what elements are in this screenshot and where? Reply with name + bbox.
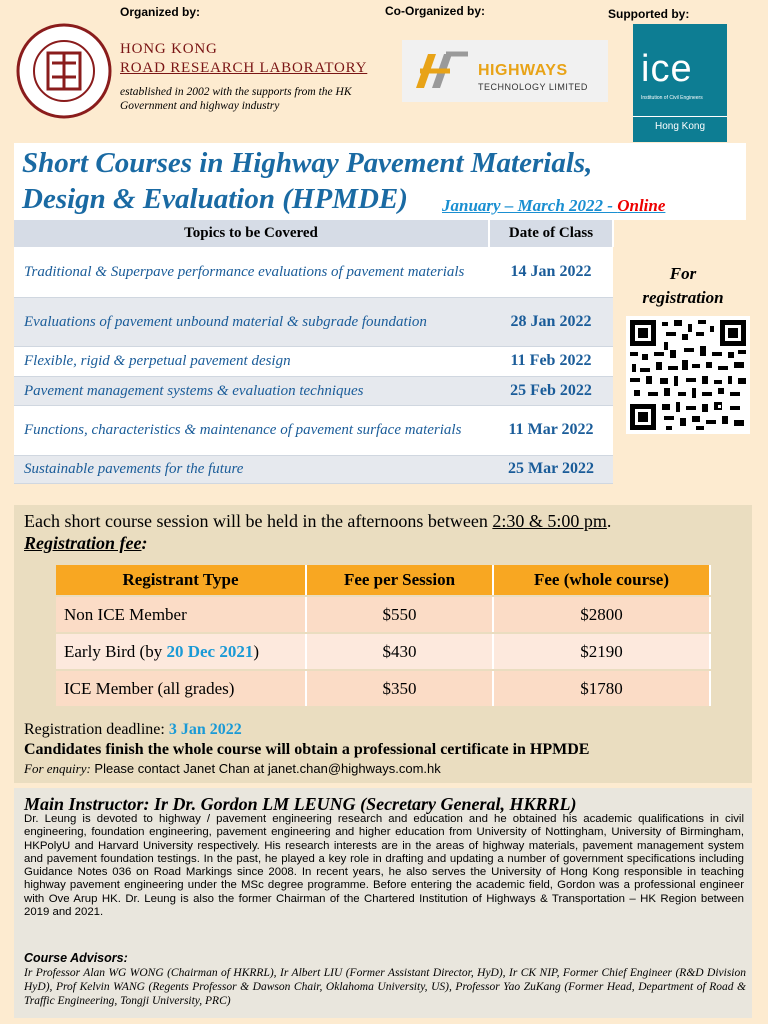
session-text: Each short course session will be held in the afternoons between 2:30 & 5:00 pm. (24, 511, 612, 531)
topic-cell: Pavement management systems & evaluation techniques (14, 376, 489, 405)
table-row (14, 405, 613, 455)
ice-divider (633, 116, 727, 117)
date-cell: 25 Mar 2022 (489, 455, 613, 483)
table-row (14, 376, 613, 405)
topic-cell: Flexible, rigid & perpetual pavement design (14, 346, 489, 376)
registration-qr-code[interactable] (626, 316, 750, 434)
table-row (56, 634, 711, 669)
organized-by-label: Organized by: (120, 5, 201, 19)
topic-cell: Sustainable pavements for the future (14, 455, 489, 483)
hkrrl-name: HONG KONG ROAD RESEARCH LABORATORY (120, 41, 368, 76)
highways-name: HIGHWAYS (478, 62, 568, 79)
fee-table (56, 563, 711, 708)
fee-session: $430 (307, 634, 494, 669)
registrant-type: ICE Member (all grades) (56, 671, 307, 706)
enquiry-contact[interactable]: Please contact Janet Chan at janet.chan@highways.com.hk (90, 761, 441, 776)
date-cell: 11 Feb 2022 (489, 346, 613, 376)
fee-whole: $2800 (494, 597, 711, 632)
date-cell: 14 Jan 2022 (489, 247, 613, 297)
online-label: Online (617, 196, 666, 215)
topic-cell: Functions, characteristics & maintenance of pavement surface materials (14, 405, 489, 455)
fee-whole: $2190 (494, 634, 711, 669)
title-dates: January – March 2022 - Online (442, 196, 666, 215)
registration-fee-heading: Registration fee: (24, 533, 148, 553)
supported-by-label: Supported by: (608, 7, 690, 21)
early-bird-date: 20 Dec 2021 (166, 641, 254, 661)
instructor-title: Main Instructor: Ir Dr. Gordon LM LEUNG (Secretary General, HKRRL) (24, 794, 577, 814)
hkrrl-logo (16, 23, 112, 119)
highways-sub: TECHNOLOGY LIMITED (478, 82, 588, 92)
registration-label: For registration (642, 264, 724, 307)
topic-cell: Evaluations of pavement unbound material & subgrade foundation (14, 297, 489, 346)
instructor-bio: Dr. Leung is devoted to highway / pavement engineering research and education and he obtained his academic qualifications in civil engineering, foundation engineering, pavement engineering and higher education from University of Nottingham, University of Birmingham, HKPolyU and Harvard University respectively. His research interests are in the areas of highway materials, pavement management system and pavement foundation testings. In the past, he played a key role in drafting and updating a number of government specifications including Guidance Notes 036 on Road Markings since 2008. In recent years, he also serves the University of Hong Kong responsible in teaching highway pavement engineering under the MSc degree programme. Before entering the academic field, Gordon was a professional engineer with Ove Arup HK. Dr. Leung is also the former Chairman of the Chartered Institution of Highways & Transportation – HK Region between 2019 and 2021. (24, 813, 744, 919)
table-row (56, 597, 711, 632)
col-registrant-type: Registrant Type (56, 565, 307, 595)
fee-whole: $1780 (494, 671, 711, 706)
ice-word: ice (641, 48, 693, 90)
col-fee-session: Fee per Session (307, 565, 494, 595)
topic-cell: Traditional & Superpave performance evaluations of pavement materials (14, 247, 489, 297)
date-cell: 25 Feb 2022 (489, 376, 613, 405)
advisors-list: Ir Professor Alan WG WONG (Chairman of HKRRL), Ir Albert LIU (Former Assistant Director, HyD), Ir CK NIP, Former Chief Engineer (R&D Division HyD), Prof Kelvin WANG (Regents Professor & Dawson Chair, Oklahoma University, US), Professor Yao ZuKang (Former Head, Department of Road & Traffic Engineering, Tongji University, PRC) (24, 967, 746, 1007)
table-row (14, 346, 613, 376)
registration-deadline: Registration deadline: 3 Jan 2022 (24, 721, 242, 738)
fee-session: $350 (307, 671, 494, 706)
date-cell: 28 Jan 2022 (489, 297, 613, 346)
table-row (14, 455, 613, 483)
table-row (56, 671, 711, 706)
co-organized-by-label: Co-Organized by: (385, 4, 486, 18)
table-row (14, 297, 613, 346)
topics-table (14, 220, 614, 484)
col-date: Date of Class (489, 220, 613, 247)
table-row (14, 247, 613, 297)
enquiry-line: For enquiry: Please contact Janet Chan at janet.chan@highways.com.hk (24, 761, 441, 776)
registrant-type: Non ICE Member (56, 597, 307, 632)
col-fee-whole: Fee (whole course) (494, 565, 711, 595)
date-cell: 11 Mar 2022 (489, 405, 613, 455)
col-topic: Topics to be Covered (14, 220, 489, 247)
certificate-note: Candidates finish the whole course will obtain a professional certificate in HPMDE (24, 741, 590, 758)
ice-sub: Institution of Civil Engineers (641, 95, 703, 101)
registrant-type: Early Bird (by 20 Dec 2021) (56, 634, 307, 669)
ice-region: Hong Kong (654, 121, 706, 132)
title-line1: Short Courses in Highway Pavement Materials, (22, 147, 593, 179)
advisors-title: Course Advisors: (24, 951, 128, 965)
hkrrl-subtitle: established in 2002 with the supports from the HK Government and highway industry (120, 86, 352, 112)
fee-session: $550 (307, 597, 494, 632)
title-line2: Design & Evaluation (HPMDE) (22, 183, 408, 215)
